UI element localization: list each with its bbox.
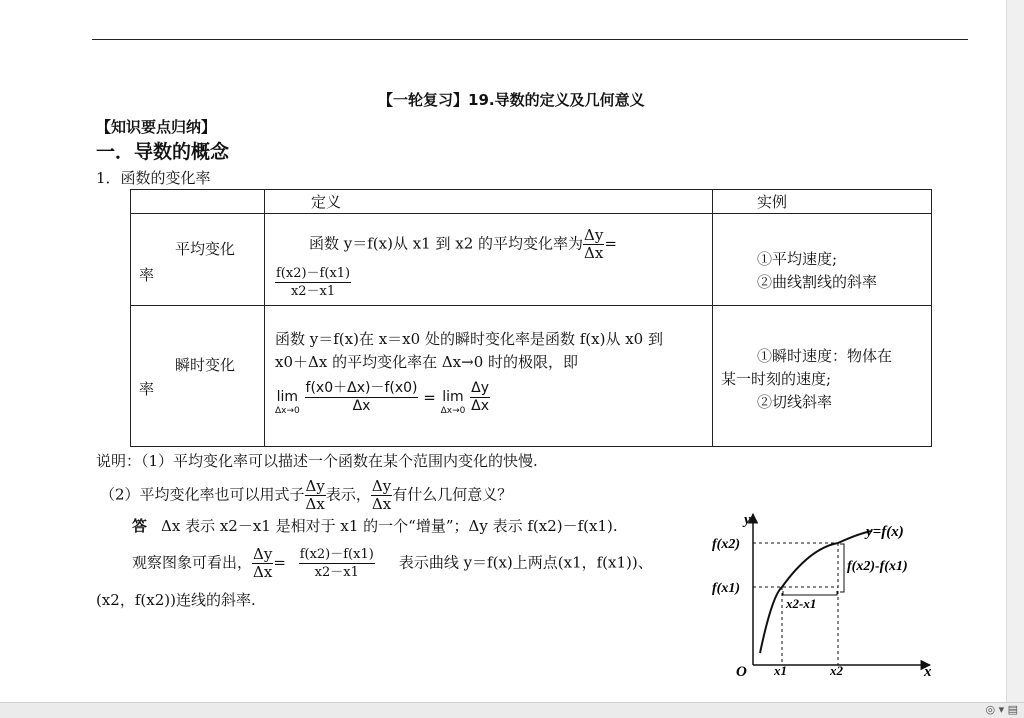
section-label: 【知识要点归纳】 (96, 118, 217, 136)
x-axis-label: x (924, 664, 932, 680)
limit-subscript: Δx→0 (275, 405, 300, 416)
subheading-rate: 1．函数的变化率 (96, 169, 211, 187)
table-row (131, 214, 932, 306)
observe-line-2: (x2，f(x2))连线的斜率. (96, 591, 256, 609)
function-curve (760, 531, 872, 653)
fraction-denominator: Δx (352, 398, 371, 414)
fraction-numerator: f(x0＋Δx)－f(x0) (305, 380, 418, 396)
table-header-empty (131, 190, 265, 214)
fraction-denominator: Δx (471, 398, 490, 414)
row-name-tail: 率 (139, 265, 155, 284)
note-2-post: 有什么几何意义？ (392, 485, 513, 504)
fraction-denominator: x2－x1 (314, 565, 359, 580)
limit-operator: lim (442, 388, 464, 405)
fraction-numerator: Δy (253, 545, 273, 563)
fraction (583, 227, 604, 262)
answer-label: 答 (132, 517, 148, 535)
fraction-denominator: x2－x1 (290, 283, 336, 299)
fraction (305, 380, 419, 415)
answer-text: Δx 表示 x2－x1 是相对于 x1 的一个“增量”；Δy 表示 f(x2)－f(x1). (161, 517, 618, 535)
row-name-cell (131, 306, 265, 447)
fraction-denominator: Δx (253, 563, 273, 581)
fraction-denominator: Δx (305, 495, 325, 513)
fraction (470, 380, 490, 415)
delta-x-brace (783, 591, 837, 595)
fraction-denominator: Δx (371, 495, 392, 513)
delta-y-label: f(x2)-f(x1) (847, 559, 908, 574)
definition-text (309, 227, 617, 262)
document-title: 【一轮复习】19.导数的定义及几何意义 (378, 91, 645, 109)
definition-line: 函数 y＝f(x)在 x＝x0 处的瞬时变化率是函数 f(x)从 x0 到 (275, 329, 663, 348)
fraction (252, 546, 273, 581)
row-name-tail: 率 (139, 379, 155, 398)
limit-subscript: Δx→0 (440, 405, 466, 416)
limit-operator: lim (276, 388, 299, 405)
heading-concept: 一．导数的概念 (96, 141, 230, 163)
table-row (131, 306, 932, 447)
row-name: 瞬时变化 (175, 355, 236, 374)
note-2-pre: （2）平均变化率也可以用式子 (100, 485, 305, 504)
example-item: 某一时刻的速度; (721, 369, 832, 388)
table-header-definition: 定义 (265, 190, 713, 214)
fraction (299, 546, 375, 581)
row-definition-cell (265, 214, 713, 306)
definition-line: x0＋Δx 的平均变化率在 Δx→0 时的极限，即 (275, 352, 579, 371)
observe-pre: 观察图象可看出， (132, 553, 253, 572)
fraction-numerator: f(x2)－f(x1) (299, 547, 374, 562)
rate-table (130, 189, 932, 447)
fraction-numerator: Δy (371, 477, 392, 495)
fraction-numerator: Δy (305, 477, 325, 495)
definition-line: 函数 y＝f(x)从 x1 到 x2 的平均变化率为 (309, 234, 584, 252)
delta-y-brace (840, 544, 844, 592)
row-definition-cell (265, 306, 713, 447)
observe-post: 表示曲线 y＝f(x)上两点(x1，f(x1))、 (398, 553, 653, 572)
origin-label: O (736, 664, 747, 680)
table-header-example: 实例 (713, 190, 932, 214)
row-name: 平均变化 (175, 239, 236, 258)
curve-label: y=f(x) (866, 524, 904, 540)
fraction-numerator: f(x2)－f(x1) (276, 265, 351, 281)
row-name-cell (131, 214, 265, 306)
row-example-cell (713, 306, 932, 447)
example-item: ①平均速度; (757, 249, 838, 268)
fraction-numerator: Δy (584, 225, 604, 244)
fraction (275, 265, 351, 300)
fraction (371, 478, 392, 513)
vertical-scrollbar[interactable] (1006, 0, 1024, 702)
x1-label: x1 (774, 663, 787, 678)
row-example-cell (713, 214, 932, 306)
x2-label: x2 (830, 663, 843, 678)
fraction (305, 478, 326, 513)
y-axis-label: y (744, 512, 751, 528)
limit-formula (275, 379, 490, 417)
derivative-graph (700, 508, 950, 683)
answer-line (132, 516, 618, 536)
note-2-mid: 表示， (325, 485, 371, 504)
fx1-label: f(x1) (712, 581, 740, 596)
status-bar (0, 702, 1024, 718)
example-item: ②切线斜率 (757, 392, 833, 411)
fraction-denominator: Δx (584, 243, 604, 262)
note-1: 说明：（1）平均变化率可以描述一个函数在某个范围内变化的快慢. (96, 452, 538, 470)
note-2 (100, 478, 512, 513)
header-rule (92, 39, 968, 40)
view-mode-icons[interactable]: ◎ ▾ ▤ (985, 703, 1018, 716)
fx2-label: f(x2) (712, 537, 740, 552)
example-item: ①瞬时速度：物体在 (757, 346, 893, 365)
observe-line (132, 546, 653, 581)
definition-formula (275, 265, 351, 300)
equals-sign: = (273, 553, 286, 572)
equals-sign: = (604, 234, 617, 252)
equals-sign: = (423, 388, 436, 406)
example-item: ②曲线割线的斜率 (757, 272, 878, 291)
delta-x-label: x2-x1 (786, 596, 817, 611)
fraction-numerator: Δy (471, 380, 490, 396)
